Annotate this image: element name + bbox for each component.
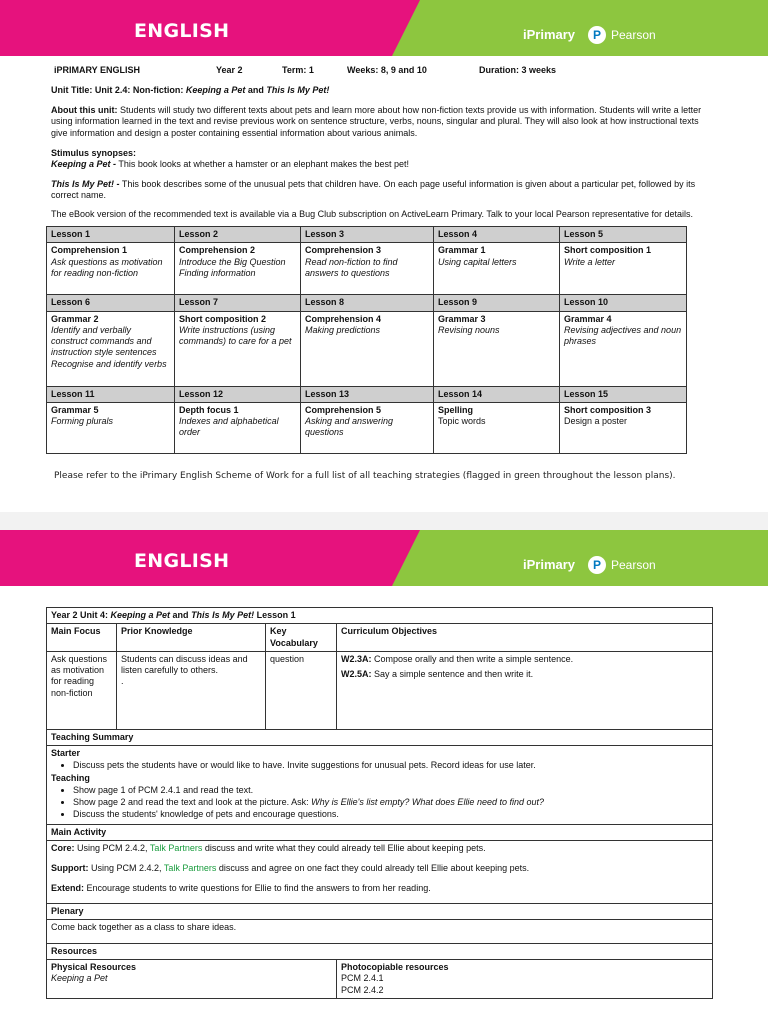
lesson-label: Lesson 8 [301,295,434,311]
year-label: Year 2 [216,65,243,75]
resources-row [47,960,713,999]
lesson-cell [434,311,560,386]
lesson-title: Grammar 5 [51,404,99,415]
physical-resources-cell [47,960,337,999]
lesson-desc: Introduce the Big Question Finding information [179,256,286,278]
synopses-heading [51,148,711,159]
lesson-title: Short composition 2 [179,313,267,324]
core-label: Core: [51,842,75,853]
main-activity-title: Main Activity [47,824,713,840]
objective-1 [341,654,708,665]
pearson-logo-icon: P [588,556,606,574]
ebook-note [51,209,711,220]
lesson-label: Lesson 2 [175,227,301,243]
lesson-label: Lesson 14 [434,386,560,402]
starter-label: Starter [51,748,81,758]
lesson-label: Lesson 6 [47,295,175,311]
extend-label: Extend: [51,883,85,894]
teach-text: Show page 2 and read the text and look at the picture. Ask: [73,797,312,807]
plan-book1: Keeping a Pet [110,610,171,620]
teaching-label: Teaching [51,772,90,783]
plan-lesson: Lesson 1 [254,610,296,620]
plenary-title: Plenary [47,903,713,919]
pearson-logo-icon: P [588,26,606,44]
program-label: iPRIMARY ENGLISH [54,65,141,75]
teaching-list [73,785,708,821]
list-item: • Discuss the students' knowledge of pets and encourage questions. [73,809,708,820]
synopsis-1-title: Keeping a Pet - [51,159,117,169]
subject-title: ENGLISH [134,550,230,572]
starter-list [73,760,708,771]
lesson-desc: Asking and answering questions [305,416,394,438]
synopsis-2-text: This book describes some of the unusual pets that children have. On each page useful information is given about a particular pet, followed by its correct name. [51,179,696,201]
support-label: Support: [51,863,89,873]
teaching-summary-cell [47,746,713,825]
about-label: About this unit: [51,105,118,115]
lesson-title: Depth focus 1 [179,404,239,415]
header-banner [0,0,768,56]
plenary-row [47,919,713,943]
objective-2 [341,669,708,680]
col-curriculum-objectives: Curriculum Objectives [337,624,713,652]
lesson-desc: Ask questions as motivation for reading non-fiction [51,256,163,278]
lesson-cell [47,243,175,295]
synopsis-2-title: This Is My Pet! - [51,179,120,189]
plan-focus-row [47,651,713,729]
resources-title: Resources [47,943,713,959]
lesson-desc: Indexes and alphabetical order [179,416,279,438]
main-activity-header [47,824,713,840]
key-vocabulary-cell: question [266,651,337,729]
core-text: Using PCM 2.4.2, [74,842,150,853]
unit-book2: This Is My Pet! [266,85,330,95]
synopsis-2 [51,179,711,202]
weeks-label: Weeks: 8, 9 and 10 [347,65,427,75]
lesson-label: Lesson 5 [560,227,687,243]
plan-header-row [47,608,713,624]
lesson-title: Short composition 1 [564,245,652,256]
lesson-title: Grammar 3 [438,313,486,324]
teaching-summary-row [47,746,713,825]
lesson-content-row [47,243,687,295]
plenary-text: Come back together as a class to share ideas. [47,919,713,943]
lesson-cell [175,311,301,386]
photocopiable-resources-label: Photocopiable resources [341,962,449,972]
lesson-label: Lesson 1 [47,227,175,243]
lesson-desc: Revising nouns [438,324,500,335]
col-key-vocabulary: Key Vocabulary [266,624,337,652]
lesson-desc: Write a letter [564,256,616,267]
list-item: • Discuss pets the students have or would like to have. Invite suggestions for unusual pets. Record ideas for use later. [73,760,708,771]
lesson-desc: Revising adjectives and noun phrases [564,324,682,346]
page-gap [0,512,768,530]
extend-activity [51,883,708,894]
lesson-cell [175,402,301,453]
lesson-label: Lesson 11 [47,386,175,402]
pearson-wordmark: Pearson [611,558,656,572]
talk-partners-strategy: Talk Partners [163,863,217,873]
lesson-title: Grammar 1 [438,245,486,256]
lesson-desc: Topic words [438,416,486,426]
lesson-title: Spelling [438,404,474,415]
synopsis-1-text: This book looks at whether a hamster or an elephant makes the best pet! [116,159,410,169]
resources-header [47,943,713,959]
talk-partners-strategy: Talk Partners [149,842,203,853]
lesson-label: Lesson 4 [434,227,560,243]
lesson-cell [434,402,560,453]
col-main-focus: Main Focus [47,624,117,652]
unit-title [51,85,711,96]
synopses-label: Stimulus synopses: [51,148,137,158]
lesson-cell [560,243,687,295]
ebook-text: The eBook version of the recommended text is available via a Bug Club subscription on ActiveLearn Primary. Talk to your local Pearson representative for details. [51,209,693,219]
core-text: discuss and write what they could already tell Ellie about keeping pets. [202,842,486,853]
lesson-label: Lesson 3 [301,227,434,243]
lesson-label: Lesson 7 [175,295,301,311]
lesson-cell [175,243,301,295]
curriculum-objectives-cell [337,651,713,729]
core-activity [51,843,708,854]
plan-title [47,608,713,624]
lesson-label: Lesson 10 [560,295,687,311]
lesson-cell [434,243,560,295]
lesson-header-row [47,295,687,311]
lesson-plan-table [46,607,713,999]
physical-resources-label: Physical Resources [51,962,137,972]
list-item [73,797,708,808]
photocopiable-item: PCM 2.4.1 [341,973,384,984]
lesson-overview-table [46,226,687,454]
main-activity-row [47,840,713,903]
lesson-label: Lesson 15 [560,386,687,402]
objective-text: Say a simple sentence and then write it. [371,669,534,679]
unit-title-prefix: Unit Title: Unit 2.4: Non-fiction: [51,85,186,95]
support-activity [51,863,708,874]
list-item: • Show page 1 of PCM 2.4.1 and read the text. [73,785,708,796]
lesson-cell [560,311,687,386]
lesson-title: Short composition 3 [564,404,652,415]
physical-resource-item: Keeping a Pet [51,973,108,984]
lesson-cell [47,311,175,386]
main-activity-cell [47,840,713,903]
plan-and: and [170,610,192,620]
lesson-title: Comprehension 3 [305,245,382,256]
lesson-title: Comprehension 4 [305,313,382,324]
lesson-label: Lesson 9 [434,295,560,311]
subject-title: ENGLISH [134,20,230,42]
lesson-desc: Read non-fiction to find answers to questions [305,256,398,278]
lesson-desc: Forming plurals [51,416,114,426]
lesson-cell [301,243,434,295]
photocopiable-resources-cell [337,960,713,999]
about-unit [51,105,711,139]
plenary-header [47,903,713,919]
unit-book1: Keeping a Pet [185,85,246,95]
lesson-title: Comprehension 2 [179,245,256,256]
lesson-content-row [47,402,687,453]
synopsis-1 [51,159,711,170]
lesson-cell [47,402,175,453]
photocopiable-item: PCM 2.4.2 [341,984,384,995]
lesson-cell [301,311,434,386]
teaching-summary-header [47,729,713,745]
prior-knowledge-cell [117,651,266,729]
lesson-title: Grammar 2 [51,313,99,324]
lesson-title: Grammar 4 [564,313,612,324]
iprimary-logo: iPrimary [523,557,576,572]
col-prior-knowledge: Prior Knowledge [117,624,266,652]
prior-extra: . [121,676,124,687]
scheme-of-work-note: Please refer to the iPrimary English Scheme of Work for a full list of all teaching strategies (flagged in green throughout the lesson plans). [54,471,676,481]
objective-code: W2.5A: [341,669,372,679]
iprimary-logo: iPrimary [523,27,576,42]
main-focus-cell: Ask questions as motivation for reading non-fiction [47,651,117,729]
lesson-cell [301,402,434,453]
lesson-label: Lesson 12 [175,386,301,402]
support-text: Using PCM 2.4.2, [88,863,164,873]
objective-code: W2.3A: [341,653,372,664]
lesson-label: Lesson 13 [301,386,434,402]
prior-text: Students can discuss ideas and listen carefully to others. [121,653,248,675]
lesson-title: Comprehension 5 [305,404,382,415]
teach-question: Why is Ellie's list empty? What does Ellie need to find out? [311,797,544,807]
lesson-header-row [47,386,687,402]
lesson-cell [560,402,687,453]
lesson-title: Comprehension 1 [51,245,128,256]
header-banner [0,530,768,586]
term-label: Term: 1 [282,65,314,75]
objective-text: Compose orally and then write a simple sentence. [371,653,574,664]
lesson-desc: Making predictions [305,324,381,335]
support-text: discuss and agree on one fact they could already tell Ellie about keeping pets. [216,863,530,873]
pearson-wordmark: Pearson [611,28,656,42]
lesson-header-row [47,227,687,243]
plan-column-headers [47,624,713,652]
lesson-desc: Write instructions (using commands) to care for a pet [179,324,292,346]
unit-and: and [245,85,267,95]
about-text: Students will study two different texts about pets and learn more about how non-fiction texts provide us with information. Students will write a letter using information learned in the text and revise previous work on sentence structure, verbs, nouns, singular and plural. They will also look at how instructional texts give information and design a poster containing essential information about various animals. [51,105,702,138]
lesson-desc: Using capital letters [438,256,517,267]
teaching-summary-title: Teaching Summary [47,729,713,745]
duration-label: Duration: 3 weeks [479,65,557,75]
extend-text: Encourage students to write questions for Ellie to find the answers to from her reading. [84,883,431,894]
lesson-desc: Identify and verbally construct commands and instruction style sentences Recognise and identify verbs [51,324,167,369]
lesson-desc: Design a poster [564,416,628,426]
plan-book2: This Is My Pet! [191,610,255,620]
lesson-content-row [47,311,687,386]
plan-title-prefix: Year 2 Unit 4: [51,610,111,620]
